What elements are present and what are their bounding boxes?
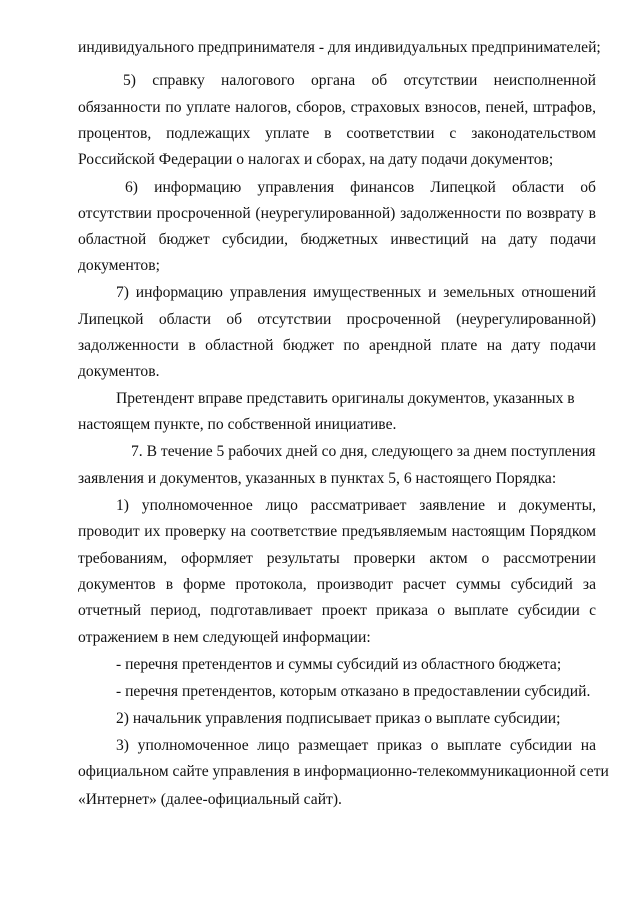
text-line: официальном сайте управления в информационно-телекоммуникационной сети [78, 763, 609, 780]
text-line: областной бюджет субсидии, бюджетных инвестиций на дату подачи [78, 231, 596, 248]
text-line: отсутствии просроченной (неурегулированной) задолженности по возврату в [78, 205, 596, 222]
text-line: документов в форме протокола, производит расчет суммы субсидий за [78, 576, 596, 593]
text-line: документов; [78, 257, 160, 274]
text-line: 7) информацию управления имущественных и земельных отношений [116, 284, 596, 301]
text-line: обязанности по уплате налогов, сборов, страховых взносов, пеней, штрафов, [78, 99, 596, 116]
text-line: документов. [78, 363, 160, 380]
text-line: отражением в нем следующей информации: [78, 629, 371, 646]
text-line: 5) справку налогового органа об отсутствии неисполненной [123, 72, 596, 89]
text-line: отчетный период, подготавливает проект приказа о выплате субсидии с [78, 602, 596, 619]
text-line: 6) информацию управления финансов Липецкой области об [125, 179, 596, 196]
text-line: индивидуального предпринимателя - для индивидуальных предпринимателей; [78, 39, 601, 56]
text-line: - перечня претендентов, которым отказано в предоставлении субсидий. [116, 683, 591, 700]
text-line: 3) уполномоченное лицо размещает приказ о выплате субсидии на [116, 737, 596, 754]
text-line: Липецкой области об отсутствии просроченной (неурегулированной) [78, 311, 596, 328]
text-line: процентов, подлежащих уплате в соответствии с законодательством [78, 125, 596, 142]
text-line: проводит их проверку на соответствие предъявляемым настоящим Порядком [78, 523, 596, 540]
text-line: заявления и документов, указанных в пунктах 5, 6 настоящего Порядка: [78, 470, 557, 487]
text-line: 2) начальник управления подписывает приказ о выплате субсидии; [116, 710, 561, 727]
text-line: «Интернет» (далее-официальный сайт). [78, 791, 342, 808]
text-line: настоящем пункте, по собственной инициативе. [78, 416, 397, 433]
text-line: Претендент вправе представить оригиналы документов, указанных в [116, 390, 575, 407]
text-line: - перечня претендентов и суммы субсидий из областного бюджета; [116, 656, 562, 673]
text-line: задолженности в областной бюджет по арендной плате на дату подачи [78, 337, 596, 354]
text-line: 7. В течение 5 рабочих дней со дня, следующего за днем поступления [131, 443, 596, 460]
text-line: 1) уполномоченное лицо рассматривает заявление и документы, [116, 497, 596, 514]
text-line: Российской Федерации о налогах и сборах, на дату подачи документов; [78, 151, 554, 168]
text-line: требованиям, оформляет результаты проверки актом о рассмотрении [78, 550, 596, 567]
